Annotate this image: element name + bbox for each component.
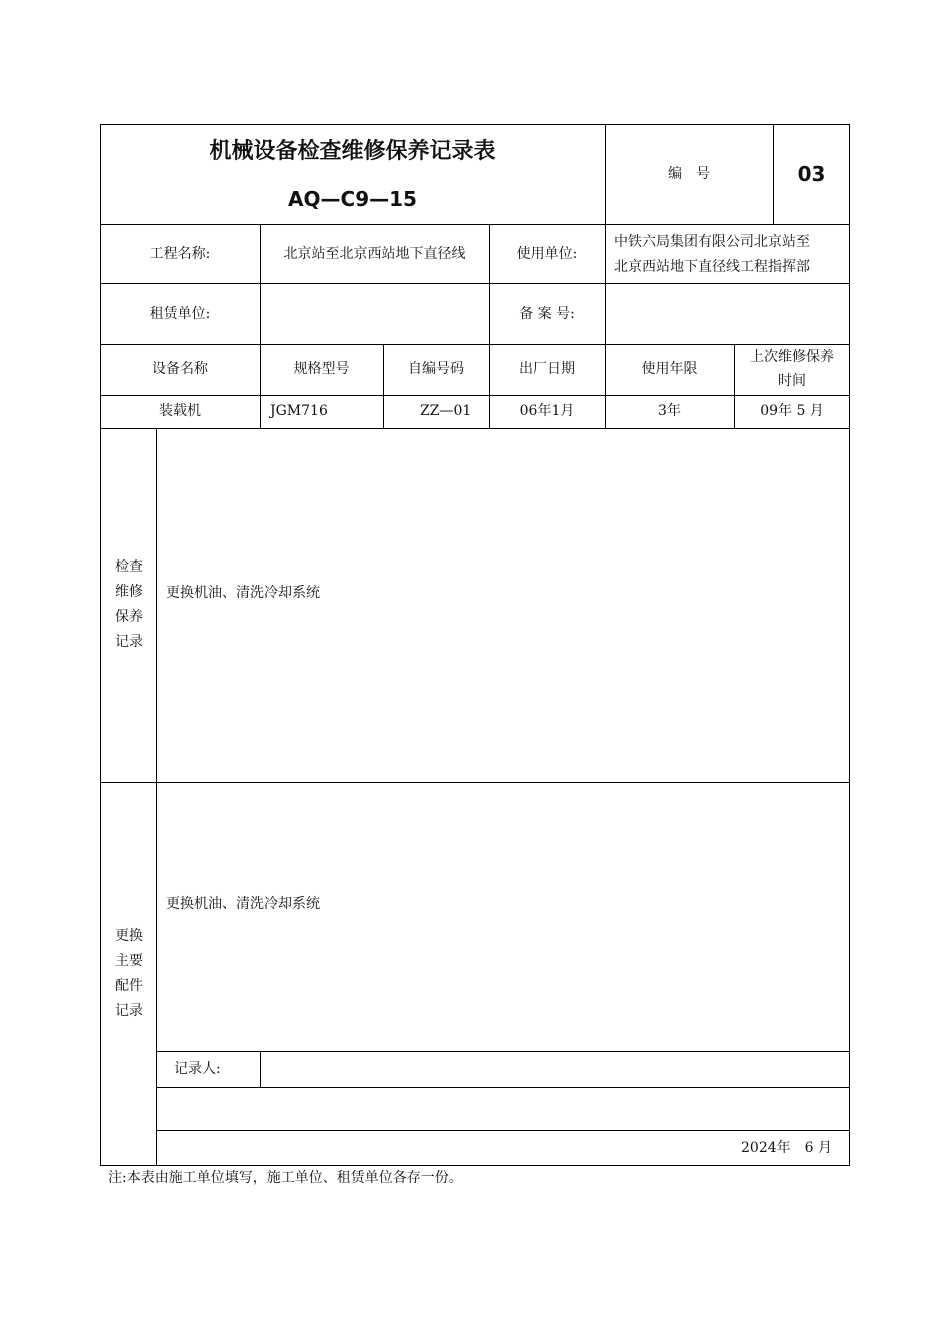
- equipment-header-last-maintenance-line2: 时间: [778, 373, 806, 389]
- equipment-name-value: 装载机: [159, 403, 201, 419]
- user-unit-label: 使用单位:: [516, 246, 578, 262]
- inspection-section-label: 检查维修保养记录: [115, 559, 143, 650]
- row-divider: [156, 1130, 850, 1131]
- equipment-serial-value: ZZ—01: [420, 403, 472, 419]
- equipment-header-name: 设备名称: [152, 361, 208, 377]
- user-unit-value-line2: 北京西站地下直径线工程指挥部: [614, 259, 810, 275]
- col-divider: [156, 428, 157, 1166]
- equipment-header-serial: 自编号码: [408, 361, 464, 377]
- equipment-header-last-maintenance-line1: 上次维修保养: [750, 349, 834, 365]
- row-divider: [100, 224, 850, 225]
- record-date: 2024年 6 月: [741, 1140, 832, 1156]
- number-label: 编 号: [668, 166, 710, 182]
- col-divider: [605, 124, 606, 344]
- equipment-model-value: JGM716: [270, 403, 328, 419]
- record-number-label: 备 案 号:: [519, 306, 575, 322]
- equipment-header-years: 使用年限: [641, 361, 698, 377]
- row-divider: [100, 283, 850, 284]
- row-divider: [100, 782, 850, 783]
- col-divider: [383, 344, 384, 428]
- form-code: AQ—C9—15: [288, 187, 417, 211]
- inspection-content: 更换机油、清洗冷却系统: [166, 585, 320, 601]
- user-unit-value-line1: 中铁六局集团有限公司北京站至: [614, 234, 810, 250]
- parts-content: 更换机油、清洗冷却系统: [166, 896, 320, 912]
- col-divider: [260, 1051, 261, 1087]
- equipment-date-value: 06年1月: [519, 403, 575, 419]
- footer-note: 注:本表由施工单位填写，施工单位、租赁单位各存一份。: [108, 1170, 463, 1186]
- parts-section-label: 更换主要配件记录: [115, 928, 143, 1019]
- project-name-value: 北京站至北京西站地下直径线: [283, 246, 466, 262]
- equipment-last-maintenance-value: 09年 5 月: [760, 403, 824, 419]
- equipment-header-model: 规格型号: [293, 361, 350, 377]
- equipment-header-date: 出厂日期: [519, 361, 575, 377]
- row-divider: [156, 1087, 850, 1088]
- recorder-label: 记录人:: [174, 1061, 221, 1077]
- lease-unit-label: 租赁单位:: [149, 306, 211, 322]
- project-name-label: 工程名称:: [149, 246, 211, 262]
- form-title: 机械设备检查维修保养记录表: [209, 139, 496, 164]
- row-divider: [100, 395, 850, 396]
- row-divider: [100, 344, 850, 345]
- equipment-years-value: 3年: [658, 403, 681, 419]
- form-outer-border: [100, 124, 850, 1166]
- number-value: 03: [797, 162, 826, 186]
- row-divider: [100, 428, 850, 429]
